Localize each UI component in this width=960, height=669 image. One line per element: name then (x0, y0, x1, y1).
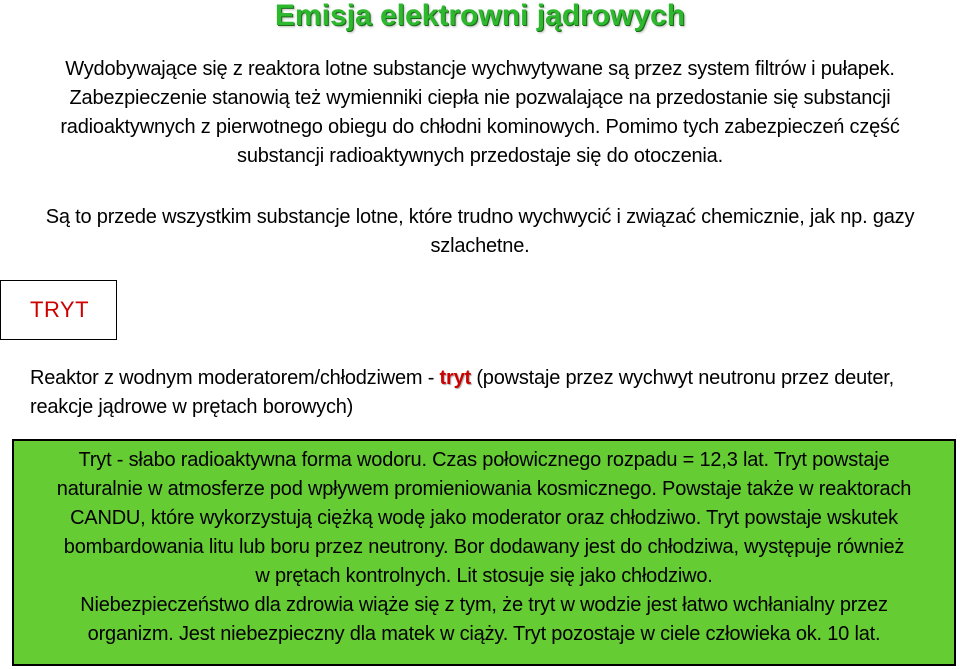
intro-line-4: substancji radioaktywnych przedostaje się do otoczenia. (237, 145, 723, 167)
reactor-line-1 (30, 364, 950, 393)
tryt-label: TRYT (30, 297, 90, 322)
info-line-1: Tryt - słabo radioaktywna forma wodoru. Czas połowicznego rozpadu = 12,3 lat. Tryt powstaje (78, 449, 890, 471)
info-line-6: Niebezpieczeństwo dla zdrowia wiąże się z tym, że tryt w wodzie jest łatwo wchłanialny przez (80, 594, 888, 616)
info-line-5: w prętach kontrolnych. Lit stosuje się jako chłodziwo. (255, 565, 713, 587)
noble-gases-line-2: szlachetne. (430, 235, 530, 257)
noble-gases-paragraph (0, 203, 960, 261)
info-line-7: organizm. Jest niebezpieczny dla matek w ciąży. Tryt pozostaje w ciele człowieka ok. 10 lat. (87, 623, 881, 645)
intro-paragraph (0, 55, 960, 171)
intro-line-2: Zabezpieczenie stanowią też wymienniki ciepła nie pozwalające na przedostanie się substancji (69, 87, 891, 109)
reactor-text-after: (powstaje przez wychwyt neutronu przez deuter, (470, 367, 895, 389)
reactor-line-2: reakcje jądrowe w prętach borowych) (30, 396, 354, 418)
page-title: Emisja elektrowni jądrowych (274, 0, 686, 32)
reactor-paragraph (30, 364, 950, 422)
noble-gases-line-1: Są to przede wszystkim substancje lotne, które trudno wychwycić i związać chemicznie, jak np. gazy (45, 206, 915, 228)
intro-line-3: radioaktywnych z pierwotnego obiegu do chłodni kominowych. Pomimo tych zabezpieczeń część (60, 116, 900, 138)
reactor-text-before: Reaktor z wodnym moderatorem/chłodziwem - (30, 367, 440, 389)
info-line-4: bombardowania litu lub boru przez neutrony. Bor dodawany jest do chłodziwa, występuje również (63, 536, 905, 558)
tryt-highlight: tryt (439, 367, 471, 389)
info-line-3: CANDU, które wykorzystują ciężką wodę jako moderator oraz chłodziwo. Tryt powstaje wskutek (70, 507, 898, 529)
intro-line-1: Wydobywające się z reaktora lotne substancje wychwytywane są przez system filtrów i pułapek. (65, 58, 895, 80)
info-line-2: naturalnie w atmosferze pod wpływem promieniowania kosmicznego. Powstaje także w reaktorach (56, 478, 912, 500)
tritium-info-text (12, 446, 956, 649)
